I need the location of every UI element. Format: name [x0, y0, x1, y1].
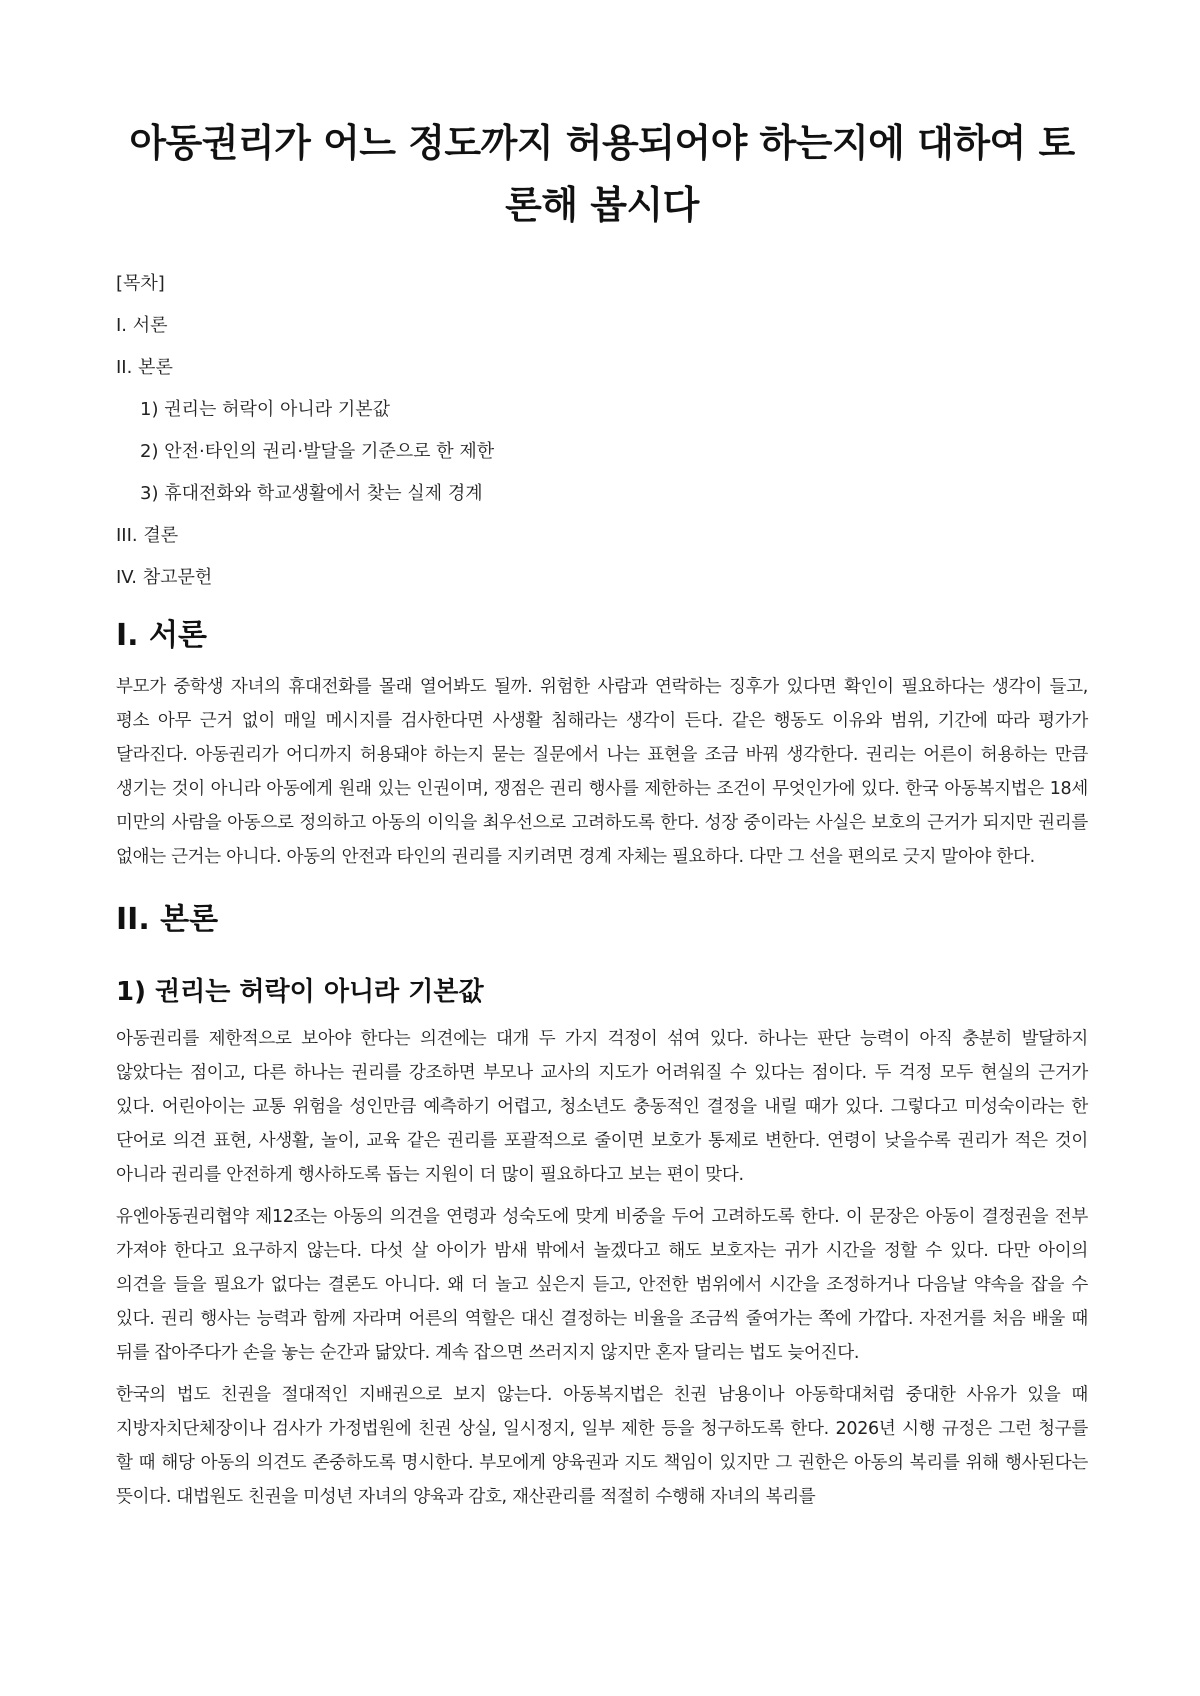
- body-paragraph-2: 유엔아동권리협약 제12조는 아동의 의견을 연령과 성숙도에 맞게 비중을 두어 고려하도록 한다. 이 문장은 아동이 결정권을 전부 가져야 한다고 요구하지 않는다. 다섯 살 아이가 밤새 밖에서 놀겠다고 해도 보호자는 귀가 시간을 정할 수 있다. 다만 아이의 의견을 들을 필요가 없다는 결론도 아니다. 왜 더 놀고 싶은지 듣고, 안전한 범위에서 시간을 조정하거나 다음날 약속을 잡을 수 있다. 권리 행사는 능력과 함께 자라며 어른의 역할은 대신 결정하는 비율을 조금씩 줄여가는 쪽에 가깝다. 자전거를 처음 배울 때 뒤를 잡아주다가 손을 놓는 순간과 닮았다. 계속 잡으면 쓰러지지 않지만 혼자 달리는 법도 늦어진다.: [116, 1207, 1088, 1363]
- subsection-heading-1: 1) 권리는 허락이 아니라 기본값: [116, 977, 484, 1007]
- table-of-contents: [116, 272, 1088, 590]
- section-heading-body: II. 본론: [116, 902, 219, 937]
- toc-item-references: IV. 참고문헌: [116, 567, 213, 588]
- toc-item-body-1: 1) 권리는 허락이 아니라 기본값: [140, 399, 391, 420]
- toc-item-body: II. 본론: [116, 357, 173, 378]
- introduction-paragraph: 부모가 중학생 자녀의 휴대전화를 몰래 열어봐도 될까. 위험한 사람과 연락하는 징후가 있다면 확인이 필요하다는 생각이 들고, 평소 아무 근거 없이 매일 메시지를 검사한다면 사생활 침해라는 생각이 든다. 같은 행동도 이유와 범위, 기간에 따라 평가가 달라진다. 아동권리가 어디까지 허용돼야 하는지 묻는 질문에서 나는 표현을 조금 바꿔 생각한다. 권리는 어른이 허용하는 만큼 생기는 것이 아니라 아동에게 원래 있는 인권이며, 쟁점은 권리 행사를 제한하는 조건이 무엇인가에 있다. 한국 아동복지법은 18세 미만의 사람을 아동으로 정의하고 아동의 이익을 최우선으로 고려하도록 한다. 성장 중이라는 사실은 보호의 근거가 되지만 권리를 없애는 근거는 아니다. 아동의 안전과 타인의 권리를 지키려면 경계 자체는 필요하다. 다만 그 선을 편의로 긋지 말아야 한다.: [116, 677, 1088, 867]
- body-paragraph-1: 아동권리를 제한적으로 보아야 한다는 의견에는 대개 두 가지 걱정이 섞여 있다. 하나는 판단 능력이 아직 충분히 발달하지 않았다는 점이고, 다른 하나는 권리를 강조하면 부모나 교사의 지도가 어려워질 수 있다는 점이다. 두 걱정 모두 현실의 근거가 있다. 어린아이는 교통 위험을 성인만큼 예측하기 어렵고, 청소년도 충동적인 결정을 내릴 때가 있다. 그렇다고 미성숙이라는 한 단어로 의견 표현, 사생활, 놀이, 교육 같은 권리를 포괄적으로 줄이면 보호가 통제로 변한다. 연령이 낮을수록 권리가 적은 것이 아니라 권리를 안전하게 행사하도록 돕는 지원이 더 많이 필요하다고 보는 편이 맞다.: [116, 1029, 1088, 1185]
- section-introduction: [116, 616, 1088, 874]
- section-heading-introduction: I. 서론: [116, 618, 207, 653]
- document-title: 아동권리가 어느 정도까지 허용되어야 하는지에 대하여 토론해 봅시다: [129, 121, 1075, 227]
- toc-item-body-3: 3) 휴대전화와 학교생활에서 찾는 실제 경계: [140, 483, 483, 504]
- body-paragraph-3: 한국의 법도 친권을 절대적인 지배권으로 보지 않는다. 아동복지법은 친권 남용이나 아동학대처럼 중대한 사유가 있을 때 지방자치단체장이나 검사가 가정법원에 친권 상실, 일시정지, 일부 제한 등을 청구하도록 한다. 2026년 시행 규정은 그런 청구를 할 때 해당 아동의 의견도 존중하도록 명시한다. 부모에게 양육권과 지도 책임이 있지만 그 권한은 아동의 복리를 위해 행사된다는 뜻이다. 대법원도 친권을 미성년 자녀의 양육과 감호, 재산관리를 적절히 수행해 자녀의 복리를: [116, 1385, 1088, 1507]
- toc-item-body-2: 2) 안전·타인의 권리·발달을 기준으로 한 제한: [140, 441, 495, 462]
- toc-item-introduction: I. 서론: [116, 315, 168, 336]
- toc-label: [목차]: [116, 273, 165, 294]
- section-body: [116, 900, 1088, 1514]
- toc-item-conclusion: III. 결론: [116, 525, 179, 546]
